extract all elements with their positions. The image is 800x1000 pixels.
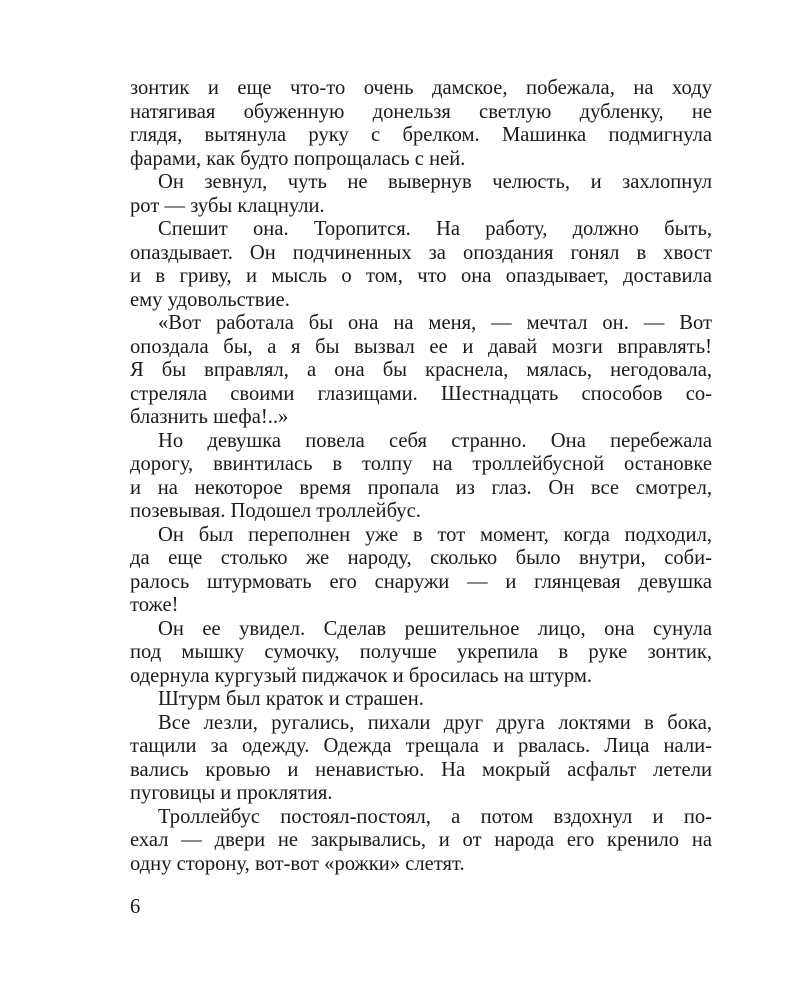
page-number: 6 (130, 896, 141, 918)
text-line: ехал — двери не закрывались, и от народа его кренило на (130, 829, 712, 851)
text-line: фарами, как будто попрощалась с ней. (130, 147, 466, 170)
text-line: опоздала бы, а я бы вызвал ее и давай мозги вправлять! (130, 335, 712, 358)
text-line: тоже! (130, 594, 179, 616)
text-line: блазнить шефа!..» (130, 406, 289, 428)
text-line: Он был переполнен уже в тот момент, когда подходил, (158, 523, 712, 546)
text-line: ралось штурмовать его снаружи — и глянцевая девушка (130, 570, 712, 593)
text-line: Он зевнул, чуть не вывернув челюсть, и захлопнул (158, 171, 712, 193)
text-line: стреляла своими глазищами. Шестнадцать способов со- (130, 382, 712, 405)
text-line: рот — зубы клацнули. (130, 194, 325, 217)
page-text (130, 77, 712, 876)
text-line: одну сторону, вот-вот «рожки» слетят. (130, 852, 465, 875)
text-line: Но девушка повела себя странно. Она перебежала (158, 429, 712, 452)
text-line: глядя, вытянула руку с брелком. Машинка подмигнула (130, 124, 712, 146)
paragraph (130, 218, 712, 312)
text-line: позевывая. Подошел троллейбус. (130, 500, 421, 522)
text-line: «Вот работала бы она на меня, — мечтал он. — Вот (158, 312, 712, 334)
text-line: Я бы вправлял, а она бы краснела, мялась, негодовала, (130, 359, 712, 381)
text-line: натягивая обуженную донельзя светлую дубленку, не (130, 100, 712, 123)
text-line: и на некоторое время пропала из глаз. Он все смотрел, (130, 476, 712, 499)
text-line: ему удовольствие. (130, 288, 290, 311)
paragraph (130, 171, 712, 218)
paragraph (130, 524, 712, 618)
text-line: пуговицы и проклятия. (130, 782, 333, 804)
text-line: и в гриву, и мысль о том, что она опаздывает, доставила (130, 265, 712, 287)
paragraph (130, 430, 712, 524)
text-line: дорогу, ввинтилась в толпу на троллейбусной остановке (130, 453, 712, 475)
text-line: вались кровью и ненавистью. На мокрый асфальт летели (130, 758, 712, 781)
text-line: Спешит она. Торопится. На работу, должно быть, (158, 218, 712, 240)
text-line: Он ее увидел. Сделав решительное лицо, она сунула (158, 617, 712, 640)
text-line: Штурм был краток и страшен. (158, 688, 424, 710)
paragraph (130, 77, 712, 171)
text-line: зонтик и еще что-то очень дамское, побежала, на ходу (130, 77, 712, 99)
text-line: одернула кургузый пиджачок и бросилась на штурм. (130, 664, 593, 687)
paragraph (130, 712, 712, 806)
text-line: да еще столько же народу, сколько было внутри, соби- (130, 547, 712, 569)
text-line: под мышку сумочку, получше укрепила в руке зонтик, (130, 641, 712, 663)
paragraph (130, 688, 712, 712)
text-line: тащили за одежду. Одежда трещала и рвалась. Лица нали- (130, 735, 712, 757)
text-line: Троллейбус постоял-постоял, а потом вздохнул и по- (158, 805, 712, 828)
text-line: Все лезли, ругались, пихали друг друга локтями в бока, (158, 711, 712, 734)
paragraph (130, 312, 712, 430)
paragraph (130, 618, 712, 689)
text-line: опаздывает. Он подчиненных за опоздания гонял в хвост (130, 241, 712, 264)
paragraph (130, 806, 712, 877)
